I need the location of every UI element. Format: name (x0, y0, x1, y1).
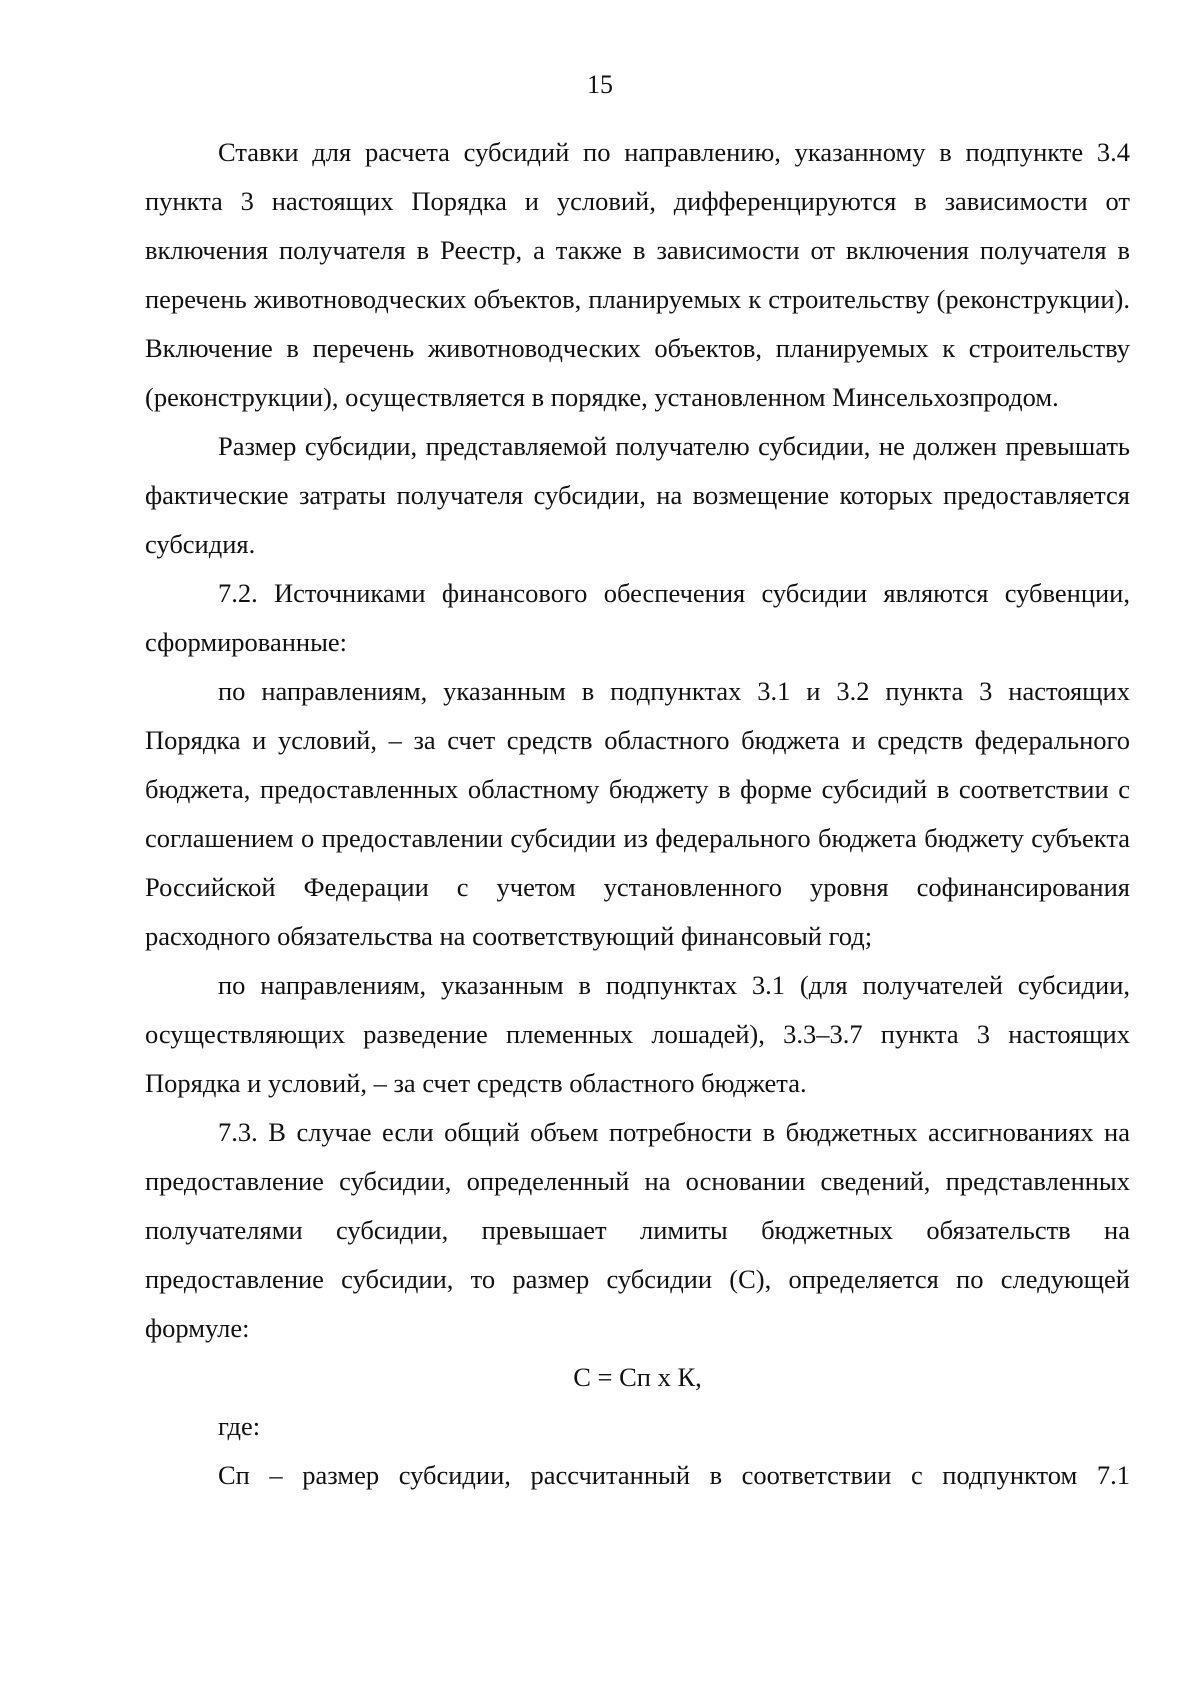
where-label: где: (218, 1411, 261, 1441)
paragraph-subsidy-limit: Размер субсидии, представляемой получателю субсидии, не должен превышать фактические затраты получателя субсидии, на возмещение которых предоставляется субсидия. (145, 431, 1130, 559)
paragraph-7-2-sources: 7.2. Источниками финансового обеспечения субсидии являются субвенции, сформированные: (145, 578, 1130, 657)
paragraph-sources-3-3-3-7: по направлениям, указанным в подпунктах 3.1 (для получателей субсидии, осуществляющих разведение племенных лошадей), 3.3–3.7 пункта 3 настоящих Порядка и условий, – за счет средств областного бюджета. (145, 970, 1130, 1098)
definition-sp: Сп – размер субсидии, рассчитанный в соответствии с подпунктом 7.1 (218, 1460, 1130, 1490)
paragraph-rates: Ставки для расчета субсидий по направлению, указанному в подпункте 3.4 пункта 3 настоящих Порядка и условий, дифференцируются в зависимости от включения получателя в Реестр, а также в зависимости от включения получателя в перечень животноводческих объектов, планируемых к строительству (реконструкции). Включение в перечень животноводческих объектов, планируемых к строительству (реконструкции), осуществляется в порядке, установленном Минсельхозпродом. (145, 137, 1130, 412)
document-body (145, 128, 1130, 1500)
subsidy-formula: С = Сп х К, (573, 1362, 702, 1392)
page-number: 15 (587, 70, 613, 99)
paragraph-7-3-limits: 7.3. В случае если общий объем потребности в бюджетных ассигнованиях на предоставление субсидии, определенный на основании сведений, представленных получателями субсидии, превышает лимиты бюджетных обязательств на предоставление субсидии, то размер субсидии (С), определяется по следующей формуле: (145, 1117, 1130, 1343)
paragraph-sources-3-1-3-2: по направлениям, указанным в подпунктах 3.1 и 3.2 пункта 3 настоящих Порядка и условий, – за счет средств областного бюджета и средств федерального бюджета, предоставленных областному бюджету в форме субсидий в соответствии с соглашением о предоставлении субсидии из федерального бюджета бюджету субъекта Российской Федерации с учетом установленного уровня софинансирования расходного обязательства на соответствующий финансовый год; (145, 676, 1130, 951)
